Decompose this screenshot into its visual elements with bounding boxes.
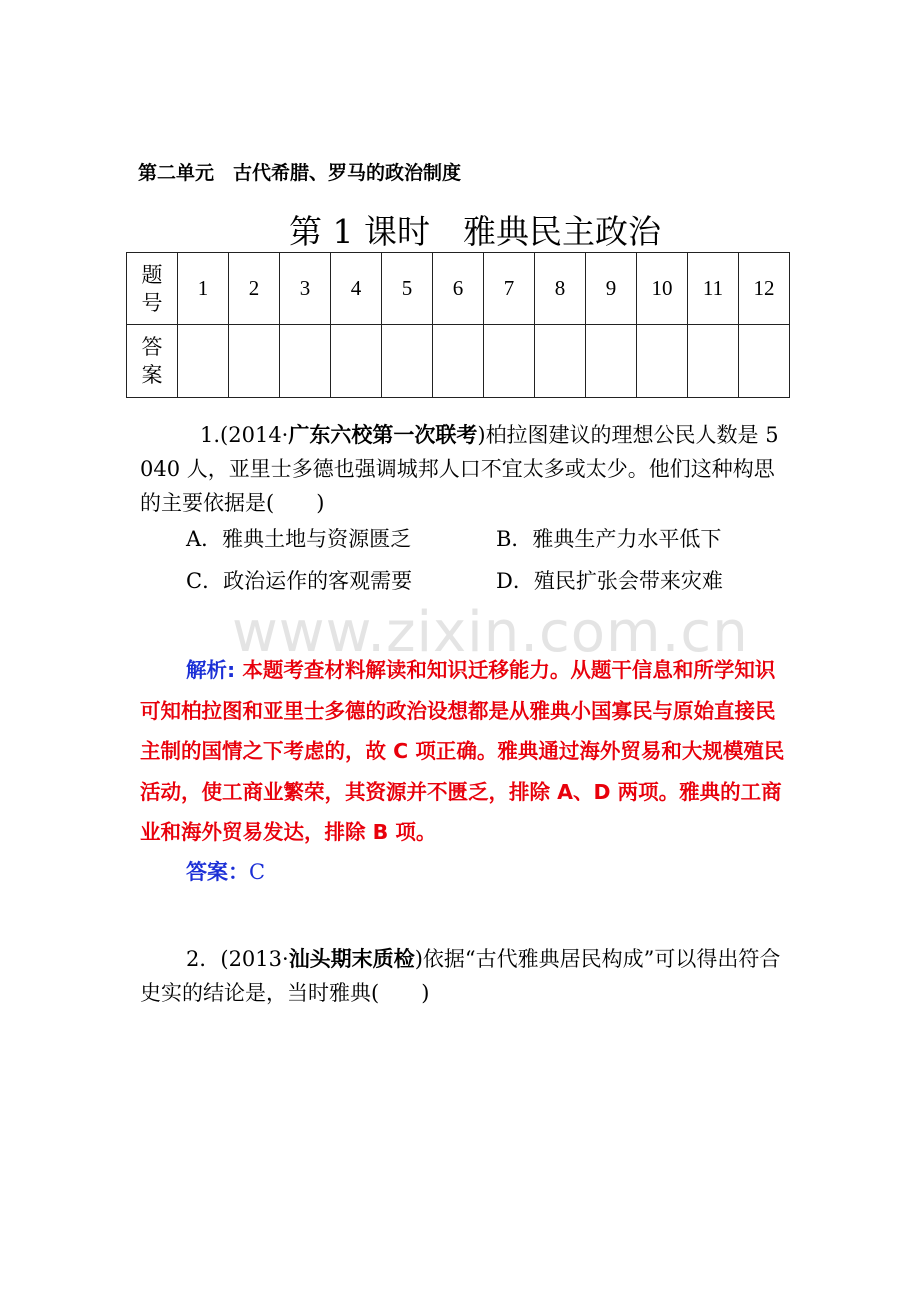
lesson-title: 第 1 课时 雅典民主政治 bbox=[289, 212, 661, 251]
answer-value: C bbox=[249, 860, 266, 884]
question-number-cell: 11 bbox=[688, 253, 739, 325]
watermark: www.zixin.com.cn bbox=[232, 600, 749, 665]
answer-cell[interactable] bbox=[739, 325, 790, 398]
answer-cell[interactable] bbox=[535, 325, 586, 398]
option-a[interactable]: A．雅典土地与资源匮乏 bbox=[186, 527, 412, 551]
question-number-cell: 5 bbox=[382, 253, 433, 325]
source-close: ) bbox=[414, 947, 423, 971]
question-number-row bbox=[127, 253, 790, 325]
question-number-cell: 2 bbox=[229, 253, 280, 325]
option-d[interactable]: D．殖民扩张会带来灾难 bbox=[496, 569, 723, 593]
answer-grid bbox=[126, 252, 790, 398]
answer-cell[interactable] bbox=[178, 325, 229, 398]
question-number-cell: 10 bbox=[637, 253, 688, 325]
question-number-cell: 4 bbox=[331, 253, 382, 325]
source-open: (2013· bbox=[220, 947, 289, 971]
question-2 bbox=[140, 942, 785, 1010]
answer-cell[interactable] bbox=[433, 325, 484, 398]
question-number-cell: 9 bbox=[586, 253, 637, 325]
answer-cell[interactable] bbox=[331, 325, 382, 398]
answer-cell[interactable] bbox=[382, 325, 433, 398]
option-b[interactable]: B．雅典生产力水平低下 bbox=[496, 527, 722, 551]
question-stem: 柏拉图建议的理想公民人数是 5 040 人，亚里士多德也强调城邦人口不宜太多或太少。他们这种构思的主要依据是( ) bbox=[140, 423, 779, 515]
answer-line bbox=[186, 855, 265, 889]
question-number-cell: 1 bbox=[178, 253, 229, 325]
analysis-block bbox=[140, 650, 785, 853]
question-source: 汕头期末质检 bbox=[288, 947, 415, 971]
question-number: 2． bbox=[186, 947, 221, 971]
question-source: 广东六校第一次联考 bbox=[288, 423, 478, 447]
unit-title: 第二单元 古代希腊、罗马的政治制度 bbox=[138, 162, 462, 184]
question-number-header bbox=[127, 253, 178, 325]
question-stem: 依据“古代雅典居民构成”可以得出符合史实的结论是，当时雅典( ) bbox=[140, 947, 781, 1005]
question-number-cell: 7 bbox=[484, 253, 535, 325]
header-char: 案 bbox=[141, 363, 163, 387]
answer-label: 答案： bbox=[186, 860, 249, 884]
question-number: 1. bbox=[200, 423, 221, 447]
analysis-label: 解析: bbox=[186, 658, 236, 682]
question-number-cell: 8 bbox=[535, 253, 586, 325]
question-number-cell: 6 bbox=[433, 253, 484, 325]
analysis-text: 本题考查材料解读和知识迁移能力。从题干信息和所学知识可知柏拉图和亚里士多德的政治设想都是从雅典小国寡民与原始直接民主制的国情之下考虑的，故 C 项正确。雅典通过海外贸易和大规模殖民活动，使工商业繁荣，其资源并不匮乏，排除 A、D 两项。雅典的工商业和海外贸易发达，排除 B 项。 bbox=[140, 658, 785, 844]
header-char: 答 bbox=[141, 335, 163, 359]
header-char: 题 bbox=[141, 262, 163, 287]
answer-cell[interactable] bbox=[637, 325, 688, 398]
answer-cell[interactable] bbox=[280, 325, 331, 398]
answer-cell[interactable] bbox=[484, 325, 535, 398]
question-number-cell: 12 bbox=[739, 253, 790, 325]
answer-cell[interactable] bbox=[229, 325, 280, 398]
option-c[interactable]: C．政治运作的客观需要 bbox=[186, 569, 413, 593]
answer-cell[interactable] bbox=[688, 325, 739, 398]
question-1 bbox=[140, 418, 785, 520]
question-number-cell: 3 bbox=[280, 253, 331, 325]
answer-cell[interactable] bbox=[586, 325, 637, 398]
answer-row bbox=[127, 325, 790, 398]
source-close: ) bbox=[477, 423, 486, 447]
header-char: 号 bbox=[141, 290, 163, 315]
source-open: (2014· bbox=[220, 423, 289, 447]
answer-header bbox=[127, 325, 178, 398]
